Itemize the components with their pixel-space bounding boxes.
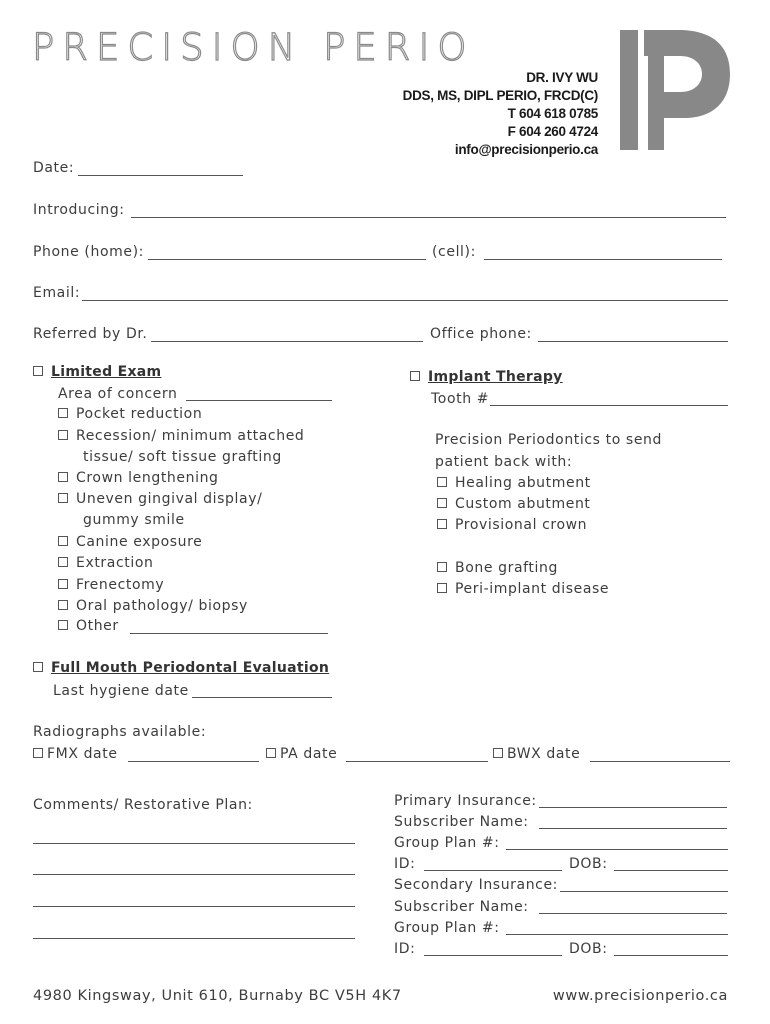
comments-line[interactable] [33, 906, 355, 907]
comments-line[interactable] [33, 843, 355, 844]
other-item: Other [58, 618, 119, 634]
group-plan-field[interactable] [506, 849, 728, 850]
primary-insurance-field[interactable] [539, 807, 727, 808]
dob-field[interactable] [614, 870, 728, 871]
introducing-label: Introducing: [33, 202, 125, 218]
custom-abutment-item: Custom abutment [437, 496, 591, 512]
implant-therapy-title: Implant Therapy [428, 369, 563, 385]
footer-address: 4980 Kingsway, Unit 610, Burnaby BC V5H 4K7 [33, 988, 402, 1004]
referred-by-field[interactable] [151, 341, 423, 342]
email-label: Email: [33, 285, 81, 301]
area-of-concern-field[interactable] [186, 400, 332, 401]
office-phone-field[interactable] [538, 341, 728, 342]
limited-exam-heading [33, 364, 161, 380]
area-of-concern-label: Area of concern [58, 386, 178, 402]
email-field[interactable] [82, 300, 728, 301]
pa-item: PA date [266, 746, 337, 762]
send-back-line1: Precision Periodontics to send [435, 432, 663, 448]
fmx-date-field[interactable] [128, 761, 259, 762]
radiographs-label: Radiographs available: [33, 724, 207, 740]
secondary-insurance-field[interactable] [560, 891, 728, 892]
checkbox[interactable] [266, 748, 276, 758]
checkbox[interactable] [58, 493, 68, 503]
provisional-crown-item: Provisional crown [437, 517, 587, 533]
secondary-insurance-label: Secondary Insurance: [394, 877, 558, 893]
peri-implant-item: Peri-implant disease [437, 581, 609, 597]
crown-lengthening-item: Crown lengthening [58, 470, 219, 486]
doctor-credentials: DDS, MS, DIPL PERIO, FRCD(C) [402, 88, 598, 103]
cell-label: (cell): [432, 244, 476, 260]
group-plan-label-2: Group Plan #: [394, 920, 500, 936]
bwx-date-field[interactable] [590, 761, 730, 762]
uneven-gingival-item: Uneven gingival display/ [58, 491, 262, 507]
contact-block [403, 69, 598, 159]
id-label-2: ID: [394, 941, 416, 957]
email-address: info@precisionperio.ca [454, 142, 598, 157]
dob-field-2[interactable] [614, 955, 728, 956]
dob-label-2: DOB: [569, 941, 608, 957]
footer-website[interactable]: www.precisionperio.ca [552, 988, 728, 1004]
tooth-label: Tooth # [431, 391, 490, 407]
doctor-name: DR. IVY WU [526, 70, 598, 85]
date-label: Date: [33, 160, 75, 176]
send-back-line2: patient back with: [435, 454, 573, 470]
bone-grafting-item: Bone grafting [437, 560, 558, 576]
logo-wordmark: PRECISION PERIO [32, 26, 475, 69]
checkbox[interactable] [437, 498, 447, 508]
full-mouth-title: Full Mouth Periodontal Evaluation [51, 660, 330, 676]
uneven-gingival-item-cont: gummy smile [83, 512, 185, 528]
dob-label: DOB: [569, 856, 608, 872]
checkbox[interactable] [58, 557, 68, 567]
subscriber-name-field-2[interactable] [539, 913, 727, 914]
id-field-2[interactable] [424, 955, 562, 956]
other-field[interactable] [130, 633, 328, 634]
phone-home-label: Phone (home): [33, 244, 144, 260]
last-hygiene-field[interactable] [192, 697, 332, 698]
comments-label: Comments/ Restorative Plan: [33, 797, 253, 813]
office-phone-label: Office phone: [430, 326, 532, 342]
phone-number: T 604 618 0785 [507, 106, 598, 121]
fmx-item: FMX date [33, 746, 118, 762]
id-field[interactable] [424, 870, 562, 871]
bwx-item: BWX date [493, 746, 580, 762]
checkbox[interactable] [58, 620, 68, 630]
id-label: ID: [394, 856, 416, 872]
implant-therapy-checkbox[interactable] [410, 371, 420, 381]
comments-line[interactable] [33, 874, 355, 875]
extraction-item: Extraction [58, 555, 153, 571]
introducing-field[interactable] [131, 217, 726, 218]
checkbox[interactable] [437, 583, 447, 593]
phone-home-field[interactable] [148, 259, 426, 260]
fax-number: F 604 260 4724 [507, 124, 598, 139]
last-hygiene-label: Last hygiene date [53, 683, 189, 699]
pa-date-field[interactable] [346, 761, 488, 762]
limited-exam-title: Limited Exam [51, 364, 162, 380]
checkbox[interactable] [58, 536, 68, 546]
recession-item: Recession/ minimum attached [58, 428, 304, 444]
full-mouth-heading [33, 660, 329, 676]
checkbox[interactable] [437, 562, 447, 572]
cell-field[interactable] [484, 259, 722, 260]
implant-therapy-heading [410, 369, 563, 385]
checkbox[interactable] [58, 472, 68, 482]
checkbox[interactable] [58, 430, 68, 440]
checkbox[interactable] [437, 519, 447, 529]
group-plan-field-2[interactable] [506, 934, 728, 935]
checkbox[interactable] [437, 477, 447, 487]
checkbox[interactable] [58, 579, 68, 589]
date-field[interactable] [78, 175, 243, 176]
checkbox[interactable] [33, 748, 43, 758]
checkbox[interactable] [58, 600, 68, 610]
frenectomy-item: Frenectomy [58, 577, 164, 593]
pp-logo-icon [618, 26, 736, 154]
checkbox[interactable] [493, 748, 503, 758]
tooth-field[interactable] [490, 405, 728, 406]
subscriber-name-field[interactable] [539, 828, 727, 829]
subscriber-name-label-2: Subscriber Name: [394, 899, 529, 915]
checkbox[interactable] [58, 408, 68, 418]
oral-pathology-item: Oral pathology/ biopsy [58, 598, 248, 614]
referred-by-label: Referred by Dr. [33, 326, 148, 342]
primary-insurance-label: Primary Insurance: [394, 793, 537, 809]
recession-item-cont: tissue/ soft tissue grafting [83, 449, 282, 465]
healing-abutment-item: Healing abutment [437, 475, 591, 491]
subscriber-name-label: Subscriber Name: [394, 814, 529, 830]
comments-line[interactable] [33, 938, 355, 939]
full-mouth-checkbox[interactable] [33, 662, 43, 672]
group-plan-label: Group Plan #: [394, 835, 500, 851]
pocket-reduction-item: Pocket reduction [58, 406, 202, 422]
limited-exam-checkbox[interactable] [33, 366, 43, 376]
canine-exposure-item: Canine exposure [58, 534, 202, 550]
